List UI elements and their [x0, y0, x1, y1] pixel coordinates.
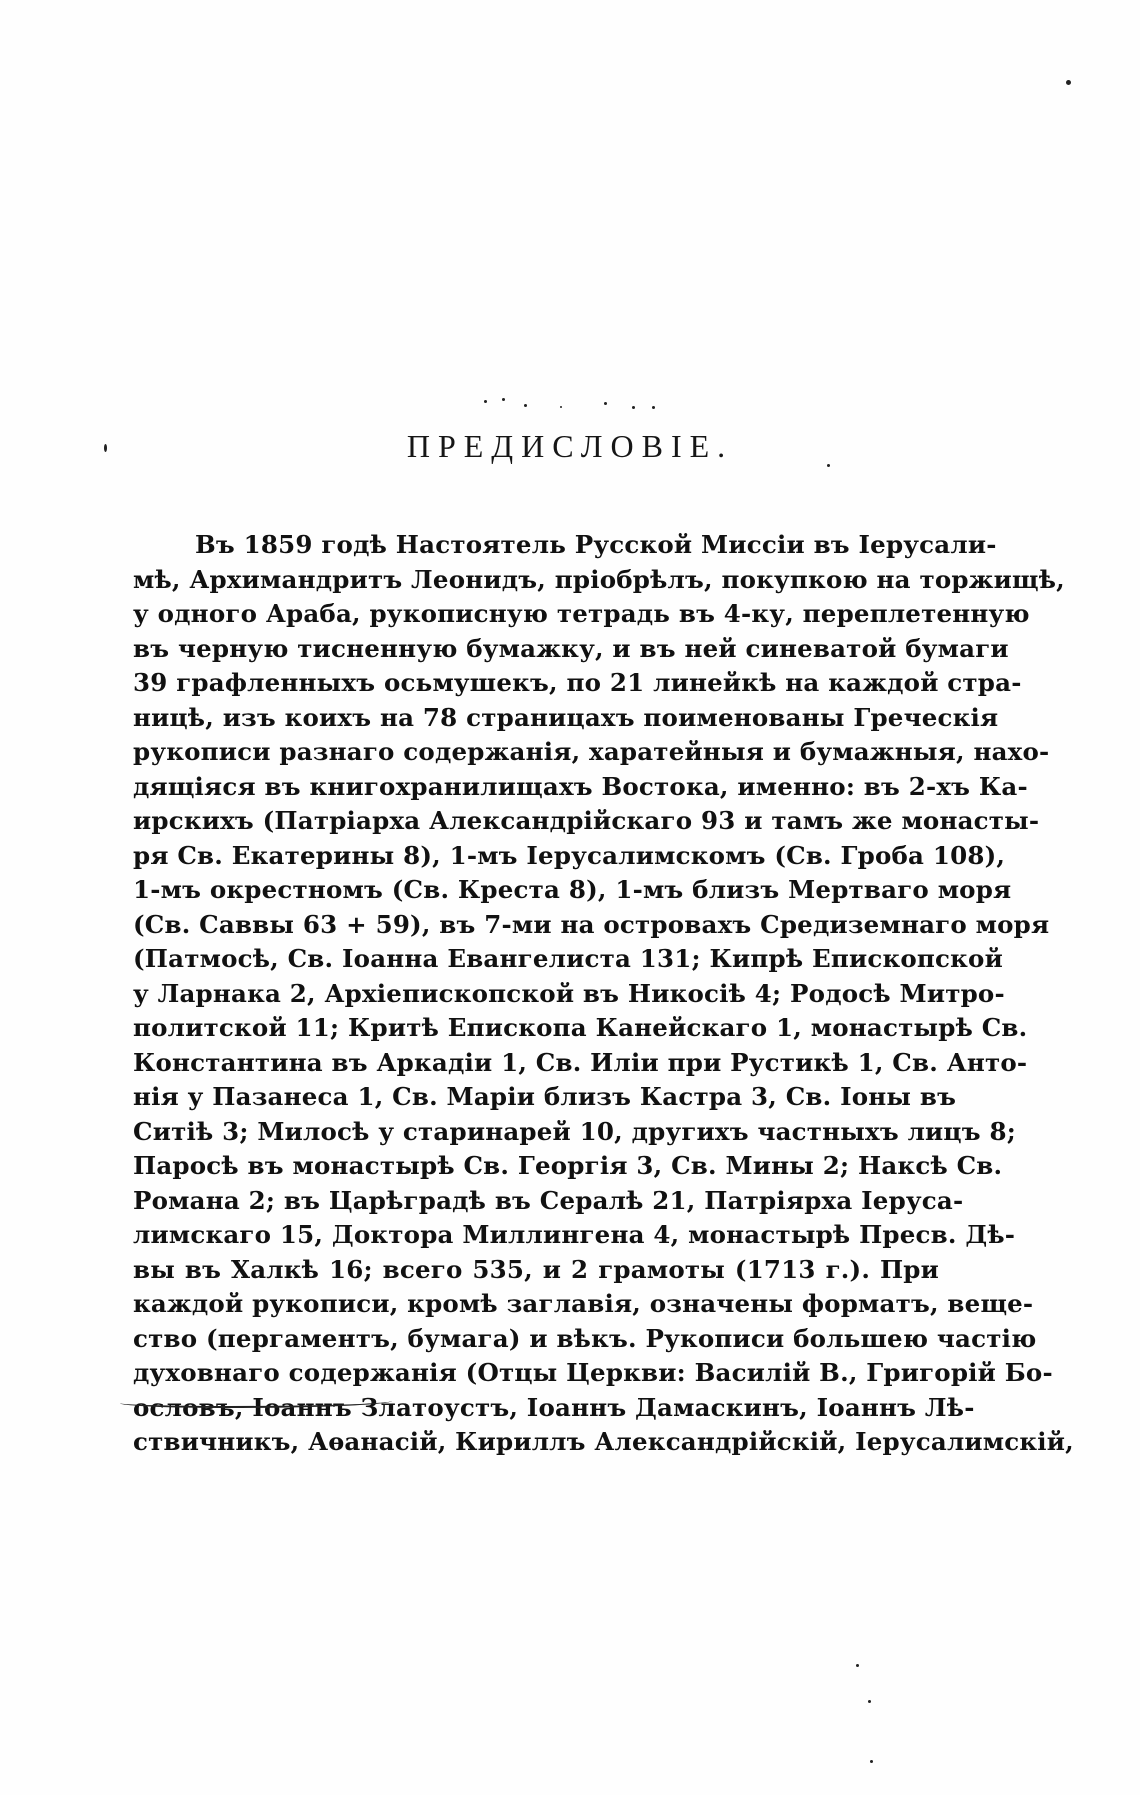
text-line: ря Св. Екатерины 8), 1-мъ Іерусалимскомъ (Св. Гроба 108),: [133, 840, 1006, 870]
scan-speck: [560, 406, 562, 408]
scan-speck: [484, 400, 487, 403]
text-line: у Ларнака 2, Архіепископской въ Никосіѣ 4; Родосѣ Митро-: [133, 978, 1005, 1008]
text-line: Константина въ Аркадіи 1, Св. Иліи при Рустикѣ 1, Св. Анто-: [133, 1047, 1028, 1077]
text-line: рукописи разнаго содержанія, харатейныя и бумажныя, нахо-: [133, 737, 1050, 766]
text-line: Паросѣ въ монастырѣ Св. Георгія 3, Св. Мины 2; Наксѣ Св.: [133, 1151, 1003, 1180]
scan-speck: [604, 402, 607, 405]
scan-speck: [856, 1664, 859, 1667]
scan-speck: [502, 398, 505, 401]
body-text: [133, 528, 1074, 1460]
text-line: Ситіѣ 3; Милосѣ у старинарей 10, другихъ частныхъ лицъ 8;: [133, 1116, 1016, 1146]
text-line: каждой рукописи, кромѣ заглавія, означены форматъ, веще-: [133, 1289, 1034, 1318]
text-line: вы въ Халкѣ 16; всего 535, и 2 грамоты (1713 г.). При: [133, 1254, 939, 1284]
scan-speck: [870, 1760, 873, 1763]
text-line: у одного Араба, рукописную тетрадь въ 4-ку, переплетенную: [133, 599, 1030, 628]
scan-speck: [868, 1700, 871, 1703]
text-line: нія у Пазанеса 1, Св. Маріи близъ Кастра 3, Св. Іоны въ: [133, 1082, 957, 1111]
text-line: 1-мъ окрестномъ (Св. Креста 8), 1-мъ близъ Мертваго моря: [133, 875, 1012, 904]
page-title: ПРЕДИСЛОВІЕ.: [406, 428, 734, 464]
text-line: 39 графленныхъ осьмушекъ, по 21 линейкѣ на каждой стра-: [133, 668, 1022, 697]
text-line: Въ 1859 годѣ Настоятель Русской Миссіи въ Іерусали-: [195, 530, 997, 559]
text-line: ирскихъ (Патріарха Александрійскаго 93 и тамъ же монасты-: [133, 806, 1040, 835]
text-line: въ черную тисненную бумажку, и въ ней синеватой бумаги: [133, 633, 1009, 663]
text-line: лимскаго 15, Доктора Миллингена 4, монастырѣ Пресв. Дѣ-: [133, 1220, 1016, 1249]
text-line: ницѣ, изъ коихъ на 78 страницахъ поименованы Греческія: [133, 702, 999, 732]
scan-speck: [652, 406, 655, 409]
text-line: ство (пергаментъ, бумага) и вѣкъ. Рукописи большею частію: [133, 1323, 1037, 1353]
text-line: духовнаго содержанія (Отцы Церкви: Василій В., Григорій Бо-: [133, 1358, 1053, 1387]
scan-speck: [632, 406, 635, 409]
text-line: политской 11; Критѣ Епископа Канейскаго 1, монастырѣ Св.: [133, 1013, 1028, 1042]
text-line: (Патмосѣ, Св. Іоанна Евангелиста 131; Кипрѣ Епископской: [133, 944, 1003, 973]
text-line: мѣ, Архимандритъ Леонидъ, пріобрѣлъ, покупкою на торжищѣ,: [133, 564, 1065, 594]
scan-speck: [524, 404, 527, 407]
text-line: ословъ, Іоаннъ Златоустъ, Іоаннъ Дамаскинъ, Іоаннъ Лѣ-: [133, 1392, 975, 1422]
text-line: (Св. Саввы 63 + 59), въ 7-ми на островахъ Средиземнаго моря: [133, 909, 1050, 939]
scan-speck: [1066, 80, 1071, 85]
text-line: дящіяся въ книгохранилищахъ Востока, именно: въ 2-хъ Ка-: [133, 771, 1028, 801]
text-line: Романа 2; въ Царѣградѣ въ Сералѣ 21, Патріярха Іеруса-: [133, 1185, 964, 1215]
text-line: ствичникъ, Аѳанасій, Кириллъ Александрійскій, Іерусалимскій,: [133, 1427, 1074, 1456]
